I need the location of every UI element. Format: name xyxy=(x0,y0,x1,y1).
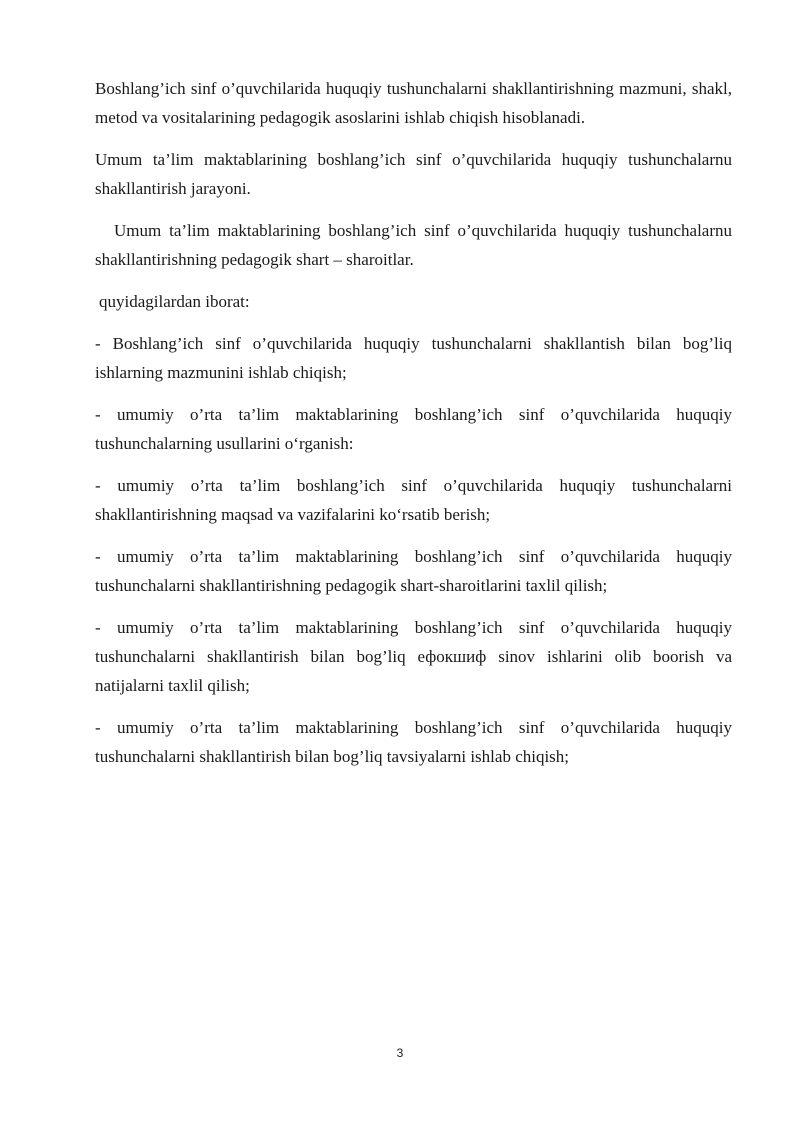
page-body xyxy=(95,74,732,784)
paragraph-object: Umum ta’lim maktablarining boshlang’ich sinf o’quvchilarida huquqiy tushunchalarnu shakllantirish jarayoni. xyxy=(95,150,732,198)
paragraph-subject: Umum ta’lim maktablarining boshlang’ich sinf o’quvchilarida huquqiy tushunchalarnu shakllantirishning pedagogik shart – sharoitlar. xyxy=(95,221,732,269)
page-number: 3 xyxy=(396,1046,404,1060)
list-item: - umumiy o’rta ta’lim boshlang’ich sinf o’quvchilarida huquqiy tushunchalarni shakllantirishning maqsad va vazifalarini ko‘rsatib berish; xyxy=(95,476,732,524)
paragraph-list-intro: quyidagilardan iborat: xyxy=(99,292,250,311)
list-item: - Boshlang’ich sinf o’quvchilarida huquqiy tushunchalarni shakllantish bilan bog’liq ishlarning mazmunini ishlab chiqish; xyxy=(95,334,732,382)
list-item: - umumiy o’rta ta’lim maktablarining boshlang’ich sinf o’quvchilarida huquqiy tushunchalarning usullarini o‘rganish: xyxy=(95,405,732,453)
list-item: - umumiy o’rta ta’lim maktablarining boshlang’ich sinf o’quvchilarida huquqiy tushunchalarni shakllantirishning pedagogik shart-sharoitlarini taxlil qilish; xyxy=(95,547,732,595)
paragraph-goal: Boshlang’ich sinf o’quvchilarida huquqiy tushunchalarni shakllantirishning mazmuni, shakl, metod va vositalarining pedagogik asoslarini ishlab chiqish hisoblanadi. xyxy=(95,79,732,127)
list-item: - umumiy o’rta ta’lim maktablarining boshlang’ich sinf o’quvchilarida huquqiy tushunchalarni shakllantirish bilan bog’liq ефокшиф sinov ishlarini olib boorish va natijalarni taxlil qilish; xyxy=(95,618,732,695)
list-item: - umumiy o’rta ta’lim maktablarining boshlang’ich sinf o’quvchilarida huquqiy tushunchalarni shakllantirish bilan bog’liq tavsiyalarni ishlab chiqish; xyxy=(95,718,732,766)
